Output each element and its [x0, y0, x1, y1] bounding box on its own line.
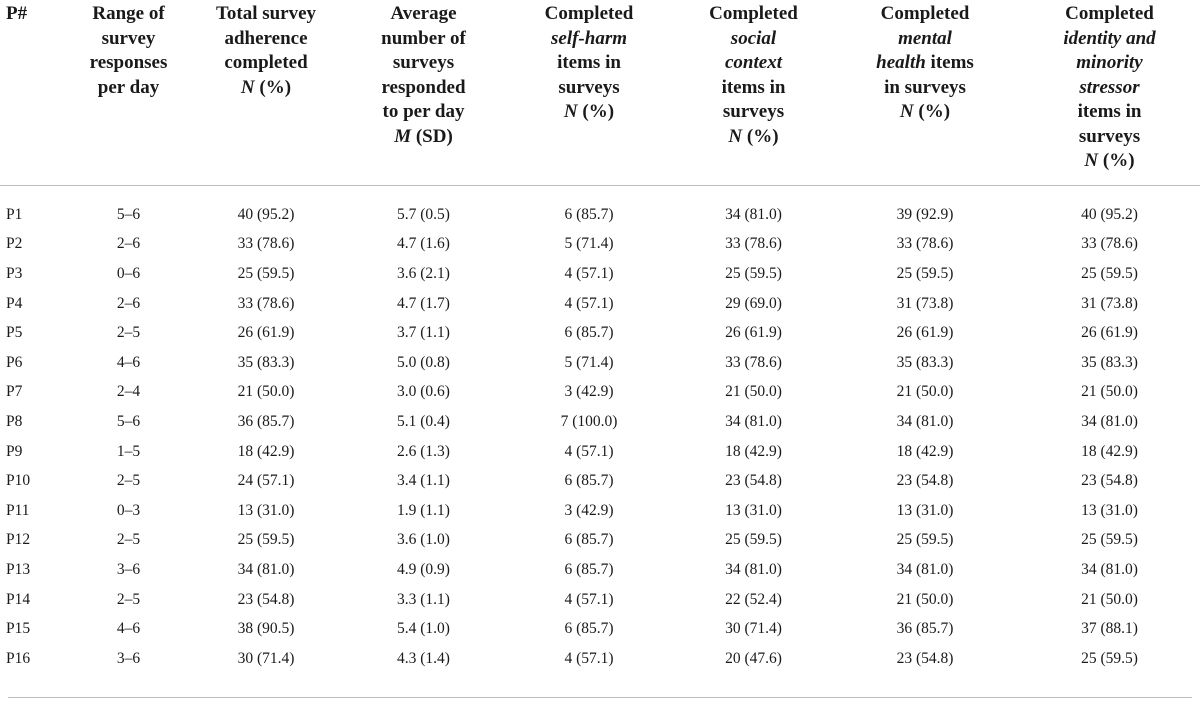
cell-participant-id: P12: [6, 531, 31, 549]
header-social-context-items: [676, 0, 831, 186]
table-row: [0, 614, 1200, 644]
header-line: [831, 2, 1019, 27]
cell-social-context: 29 (69.0): [725, 294, 782, 312]
cell-mental-health: 13 (31.0): [896, 501, 954, 519]
table-row: [0, 259, 1200, 289]
cell-identity-minority: 13 (31.0): [1081, 501, 1138, 519]
cell-self-harm: 6 (85.7): [564, 324, 614, 342]
cell-total-adherence: 33 (78.6): [237, 294, 295, 312]
cell-participant-id: P5: [6, 324, 23, 342]
header-line: [1019, 100, 1200, 125]
header-text-suffix: (%): [577, 101, 615, 122]
table-row: [0, 585, 1200, 615]
header-text-suffix: (%): [913, 101, 951, 122]
cell-mental-health: 39 (92.9): [896, 205, 954, 223]
cell-self-harm: 4 (57.1): [564, 264, 614, 282]
cell-average-per-day: 5.4 (1.0): [397, 620, 450, 638]
cell-participant-id: P9: [6, 442, 23, 460]
header-line: [502, 51, 676, 76]
header-text: Total survey: [215, 3, 317, 24]
table-row: [0, 289, 1200, 319]
header-line: [70, 2, 187, 27]
cell-participant-id: P1: [6, 205, 23, 223]
cell-range: 5–6: [116, 205, 141, 223]
cell-total-adherence: 38 (90.5): [237, 620, 295, 638]
cell-range: 2–5: [116, 472, 141, 490]
cell-mental-health: 23 (54.8): [896, 472, 954, 490]
cell-average-per-day: 3.6 (2.1): [397, 264, 450, 282]
cell-participant-id: P11: [6, 501, 30, 519]
cell-participant-id: P16: [6, 649, 31, 667]
cell-identity-minority: 21 (50.0): [1081, 590, 1138, 608]
header-line: [676, 125, 831, 150]
header-text: items in: [1077, 101, 1142, 122]
table-body: [0, 186, 1200, 684]
header-text: responded: [381, 76, 466, 98]
cell-social-context: 26 (61.9): [725, 324, 782, 342]
cell-average-per-day: 4.7 (1.7): [397, 294, 450, 312]
header-text-suffix: (%): [1098, 150, 1135, 171]
header-line: [676, 27, 831, 52]
header-text: N: [563, 101, 578, 122]
header-line: [70, 27, 187, 52]
cell-mental-health: 18 (42.9): [896, 442, 954, 460]
cell-total-adherence: 24 (57.1): [237, 472, 295, 490]
cell-participant-id: P3: [6, 264, 23, 282]
cell-self-harm: 3 (42.9): [564, 383, 614, 401]
header-text: items in: [721, 76, 786, 98]
cell-self-harm: 7 (100.0): [560, 412, 618, 430]
cell-mental-health: 25 (59.5): [896, 264, 954, 282]
cell-total-adherence: 23 (54.8): [237, 590, 295, 608]
header-text-suffix: (%): [254, 76, 292, 98]
cell-social-context: 34 (81.0): [725, 205, 782, 223]
cell-participant-id: P7: [6, 383, 23, 401]
header-line: [1019, 27, 1200, 52]
cell-social-context: 25 (59.5): [725, 531, 782, 549]
cell-self-harm: 4 (57.1): [564, 649, 614, 667]
cell-participant-id: P6: [6, 353, 23, 371]
cell-social-context: 34 (81.0): [725, 560, 782, 578]
cell-average-per-day: 3.6 (1.0): [397, 531, 450, 549]
header-range-of-responses: [70, 0, 187, 186]
header-text: context: [725, 52, 782, 73]
cell-total-adherence: 30 (71.4): [237, 649, 295, 667]
cell-average-per-day: 3.7 (1.1): [397, 324, 450, 342]
header-text: P#: [6, 3, 28, 24]
header-line: [345, 27, 502, 52]
header-line: [676, 76, 831, 101]
cell-average-per-day: 3.3 (1.1): [397, 590, 450, 608]
cell-mental-health: 36 (85.7): [896, 620, 954, 638]
cell-self-harm: 3 (42.9): [564, 501, 614, 519]
table-row: [0, 496, 1200, 526]
cell-mental-health: 23 (54.8): [896, 649, 954, 667]
cell-mental-health: 35 (83.3): [896, 353, 954, 371]
header-text: health: [876, 52, 926, 73]
cell-social-context: 23 (54.8): [725, 472, 782, 490]
cell-total-adherence: 13 (31.0): [237, 501, 295, 519]
header-text: adherence: [224, 27, 308, 49]
header-text-suffix: (%): [742, 125, 779, 147]
cell-total-adherence: 33 (78.6): [237, 235, 295, 253]
header-text: to per day: [382, 101, 465, 122]
header-text: N: [728, 125, 743, 147]
header-text: per day: [97, 76, 160, 98]
header-total-adherence: [187, 0, 345, 186]
cell-social-context: 21 (50.0): [725, 383, 782, 401]
cell-participant-id: P15: [6, 620, 31, 638]
cell-total-adherence: 18 (42.9): [237, 442, 295, 460]
header-line: [502, 100, 676, 125]
cell-social-context: 34 (81.0): [725, 412, 782, 430]
table-row: [0, 348, 1200, 378]
cell-mental-health: 25 (59.5): [896, 531, 954, 549]
table-row: [0, 318, 1200, 348]
cell-average-per-day: 3.0 (0.6): [397, 383, 450, 401]
table-row: [0, 378, 1200, 408]
header-text: items in: [557, 52, 621, 73]
header-line: [70, 76, 187, 101]
header-text: surveys: [558, 76, 620, 98]
cell-identity-minority: 23 (54.8): [1081, 472, 1138, 490]
header-text: stressor: [1079, 76, 1140, 98]
cell-range: 0–6: [116, 264, 141, 282]
cell-identity-minority: 35 (83.3): [1081, 353, 1138, 371]
cell-social-context: 20 (47.6): [725, 649, 782, 667]
header-line: [831, 51, 1019, 76]
header-line: [345, 51, 502, 76]
header-text: number of: [381, 27, 466, 49]
header-text: surveys: [722, 101, 785, 122]
cell-total-adherence: 40 (95.2): [237, 205, 295, 223]
header-text: N: [1084, 150, 1099, 171]
cell-self-harm: 4 (57.1): [564, 590, 614, 608]
header-line: [831, 27, 1019, 52]
header-text-suffix: (SD): [411, 125, 453, 147]
header-participant-id: [0, 0, 70, 186]
cell-identity-minority: 40 (95.2): [1081, 205, 1138, 223]
cell-range: 2–6: [116, 235, 141, 253]
cell-self-harm: 6 (85.7): [564, 205, 614, 223]
cell-total-adherence: 34 (81.0): [237, 560, 295, 578]
table-row: [0, 407, 1200, 437]
cell-range: 4–6: [116, 353, 141, 371]
cell-mental-health: 33 (78.6): [896, 235, 954, 253]
cell-participant-id: P10: [6, 472, 31, 490]
header-line: [345, 2, 502, 27]
cell-social-context: 33 (78.6): [725, 235, 782, 253]
cell-mental-health: 34 (81.0): [896, 412, 954, 430]
cell-identity-minority: 37 (88.1): [1081, 620, 1138, 638]
cell-mental-health: 31 (73.8): [896, 294, 954, 312]
header-line: [831, 76, 1019, 101]
header-text: in surveys: [884, 76, 966, 98]
cell-self-harm: 4 (57.1): [564, 442, 614, 460]
cell-total-adherence: 36 (85.7): [237, 412, 295, 430]
header-line: [1019, 2, 1200, 27]
table-row: [0, 555, 1200, 585]
header-line: [1019, 149, 1200, 174]
cell-average-per-day: 5.0 (0.8): [397, 353, 450, 371]
table-header: [0, 0, 1200, 186]
cell-self-harm: 6 (85.7): [564, 531, 614, 549]
cell-identity-minority: 18 (42.9): [1081, 442, 1138, 460]
header-line: [1019, 125, 1200, 150]
cell-participant-id: P13: [6, 560, 31, 578]
header-line: [345, 100, 502, 125]
cell-identity-minority: 25 (59.5): [1081, 264, 1138, 282]
cell-social-context: 18 (42.9): [725, 442, 782, 460]
table-row: [0, 437, 1200, 467]
cell-average-per-day: 2.6 (1.3): [397, 442, 450, 460]
cell-social-context: 22 (52.4): [725, 590, 782, 608]
cell-mental-health: 21 (50.0): [896, 383, 954, 401]
cell-mental-health: 34 (81.0): [896, 560, 954, 578]
bottom-rule: [8, 697, 1192, 698]
header-text: N: [240, 76, 255, 98]
header-line: [676, 51, 831, 76]
header-text: minority: [1076, 52, 1143, 73]
header-line: [187, 27, 345, 52]
header-self-harm-items: [502, 0, 676, 186]
cell-identity-minority: 34 (81.0): [1081, 412, 1138, 430]
cell-range: 3–6: [116, 560, 141, 578]
cell-self-harm: 6 (85.7): [564, 472, 614, 490]
cell-range: 5–6: [116, 412, 141, 430]
cell-range: 4–6: [116, 620, 141, 638]
cell-average-per-day: 5.1 (0.4): [397, 412, 450, 430]
cell-average-per-day: 1.9 (1.1): [397, 501, 450, 519]
cell-average-per-day: 4.7 (1.6): [397, 235, 450, 253]
cell-average-per-day: 5.7 (0.5): [397, 205, 450, 223]
header-text: Completed: [544, 3, 634, 24]
cell-total-adherence: 25 (59.5): [237, 531, 295, 549]
header-text: completed: [224, 52, 308, 73]
cell-self-harm: 4 (57.1): [564, 294, 614, 312]
header-line: [676, 100, 831, 125]
cell-range: 2–4: [116, 383, 141, 401]
header-text: M: [394, 125, 412, 147]
header-line: [1019, 51, 1200, 76]
cell-total-adherence: 35 (83.3): [237, 353, 295, 371]
table-row: [0, 526, 1200, 556]
cell-identity-minority: 25 (59.5): [1081, 531, 1138, 549]
header-text: Completed: [709, 3, 798, 24]
cell-self-harm: 6 (85.7): [564, 560, 614, 578]
header-average-surveys-per-day: [345, 0, 502, 186]
header-row: [0, 0, 1200, 186]
header-text: N: [899, 101, 914, 122]
table-row: [0, 644, 1200, 684]
cell-social-context: 25 (59.5): [725, 264, 782, 282]
cell-range: 0–3: [116, 501, 141, 519]
cell-total-adherence: 26 (61.9): [237, 324, 295, 342]
cell-identity-minority: 25 (59.5): [1081, 649, 1138, 667]
cell-social-context: 30 (71.4): [725, 620, 782, 638]
cell-identity-minority: 31 (73.8): [1081, 294, 1138, 312]
header-text-suffix: items: [925, 52, 974, 73]
header-text: Range of: [92, 3, 165, 24]
table-row: [0, 230, 1200, 260]
cell-mental-health: 26 (61.9): [896, 324, 954, 342]
cell-self-harm: 5 (71.4): [564, 353, 614, 371]
header-line: [1019, 76, 1200, 101]
cell-total-adherence: 25 (59.5): [237, 264, 295, 282]
header-text: mental: [898, 27, 952, 49]
header-mental-health-items: [831, 0, 1019, 186]
cell-identity-minority: 21 (50.0): [1081, 383, 1138, 401]
cell-mental-health: 21 (50.0): [896, 590, 954, 608]
header-line: [831, 100, 1019, 125]
header-text: survey: [101, 27, 156, 49]
header-line: [345, 76, 502, 101]
header-text: Completed: [1065, 3, 1154, 24]
header-line: [70, 51, 187, 76]
cell-range: 2–6: [116, 294, 141, 312]
header-text: surveys: [1078, 125, 1141, 147]
cell-identity-minority: 26 (61.9): [1081, 324, 1138, 342]
header-identity-minority-items: [1019, 0, 1200, 186]
cell-average-per-day: 3.4 (1.1): [397, 472, 450, 490]
cell-participant-id: P4: [6, 294, 23, 312]
cell-average-per-day: 4.3 (1.4): [397, 649, 450, 667]
header-text: Completed: [880, 3, 970, 24]
cell-participant-id: P8: [6, 412, 23, 430]
header-line: [187, 2, 345, 27]
cell-range: 2–5: [116, 590, 141, 608]
cell-self-harm: 5 (71.4): [564, 235, 614, 253]
cell-range: 2–5: [116, 324, 141, 342]
cell-average-per-day: 4.9 (0.9): [397, 560, 450, 578]
header-line: [502, 27, 676, 52]
cell-total-adherence: 21 (50.0): [237, 383, 295, 401]
header-text: responses: [89, 52, 168, 73]
cell-range: 1–5: [116, 442, 141, 460]
header-line: [187, 51, 345, 76]
cell-social-context: 13 (31.0): [725, 501, 782, 519]
header-line: [345, 125, 502, 150]
header-text: social: [730, 27, 777, 49]
header-line: [502, 76, 676, 101]
header-line: [502, 2, 676, 27]
cell-participant-id: P14: [6, 590, 31, 608]
cell-identity-minority: 34 (81.0): [1081, 560, 1138, 578]
header-line: [187, 76, 345, 101]
cell-participant-id: P2: [6, 235, 23, 253]
header-line: [676, 2, 831, 27]
cell-range: 3–6: [116, 649, 141, 667]
header-text: identity and: [1063, 27, 1156, 49]
cell-range: 2–5: [116, 531, 141, 549]
header-text: Average: [390, 3, 457, 24]
table-row: [0, 186, 1200, 230]
header-line: [6, 2, 70, 27]
cell-social-context: 33 (78.6): [725, 353, 782, 371]
header-text: self-harm: [551, 27, 627, 49]
cell-self-harm: 6 (85.7): [564, 620, 614, 638]
cell-identity-minority: 33 (78.6): [1081, 235, 1138, 253]
header-text: surveys: [392, 52, 455, 73]
table-row: [0, 466, 1200, 496]
